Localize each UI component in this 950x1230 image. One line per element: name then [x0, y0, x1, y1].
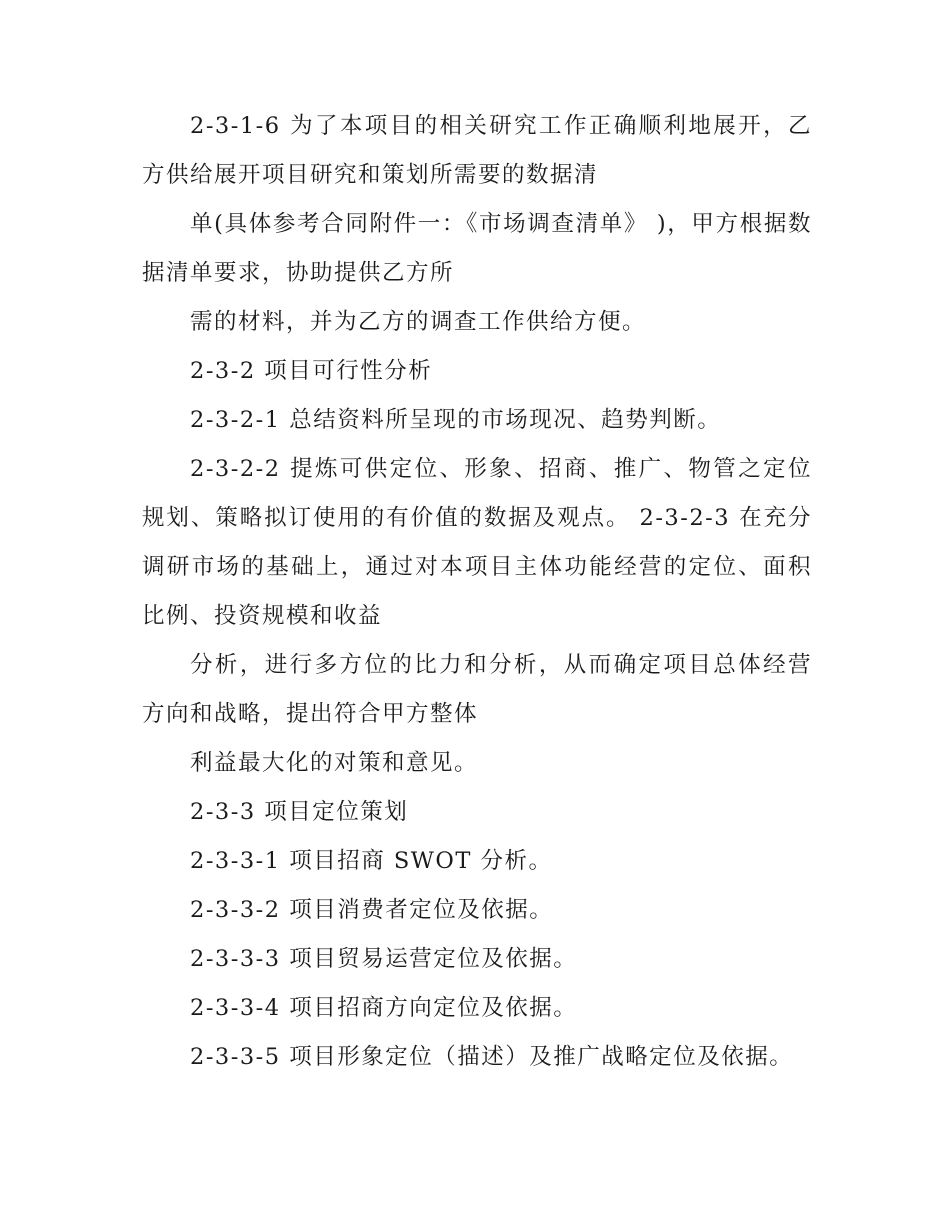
- paragraph-2-3-3-4: 2-3-3-4 项目招商方向定位及依据。: [190, 995, 578, 1021]
- heading-2-3-2: 2-3-2 项目可行性分析: [190, 358, 433, 384]
- paragraph-2-3-3-1: 2-3-3-1 项目招商 SWOT 分析。: [190, 848, 553, 874]
- paragraph-2-3-3-2: 2-3-3-2 项目消费者定位及依据。: [190, 897, 554, 923]
- paragraph-2-3-2-2: 2-3-2-2 提炼可供定位、形象、招商、推广、物管之定位规划、策略拟订使用的有价值的数据及观点。 2-3-2-3 在充分调研市场的基础上，通过对本项目主体功能经营的定位、面积比例、投资规模和收益: [142, 456, 812, 629]
- document-body: [142, 102, 812, 1082]
- paragraph-benefit: 利益最大化的对策和意见。: [190, 750, 479, 776]
- heading-2-3-3: 2-3-3 项目定位策划: [190, 799, 409, 825]
- paragraph-2-3-3-5: 2-3-3-5 项目形象定位（描述）及推广战略定位及依据。: [190, 1044, 794, 1070]
- paragraph-2-3-1-6: 2-3-1-6 为了本项目的相关研究工作正确顺利地展开，乙方供给展开项目研究和策划所需要的数据清: [142, 113, 812, 188]
- paragraph-data-list: 单(具体参考合同附件一：《市场调查清单》 )，甲方根据数据清单要求，协助提供乙方所: [142, 211, 812, 286]
- paragraph-2-3-3-3: 2-3-3-3 项目贸易运营定位及依据。: [190, 946, 578, 972]
- paragraph-analysis: 分析，进行多方位的比力和分析，从而确定项目总体经营方向和战略，提出符合甲方整体: [142, 652, 812, 727]
- paragraph-materials: 需的材料，并为乙方的调查工作供给方便。: [190, 309, 647, 335]
- paragraph-2-3-2-1: 2-3-2-1 总结资料所呈现的市场现况、趋势判断。: [190, 407, 722, 433]
